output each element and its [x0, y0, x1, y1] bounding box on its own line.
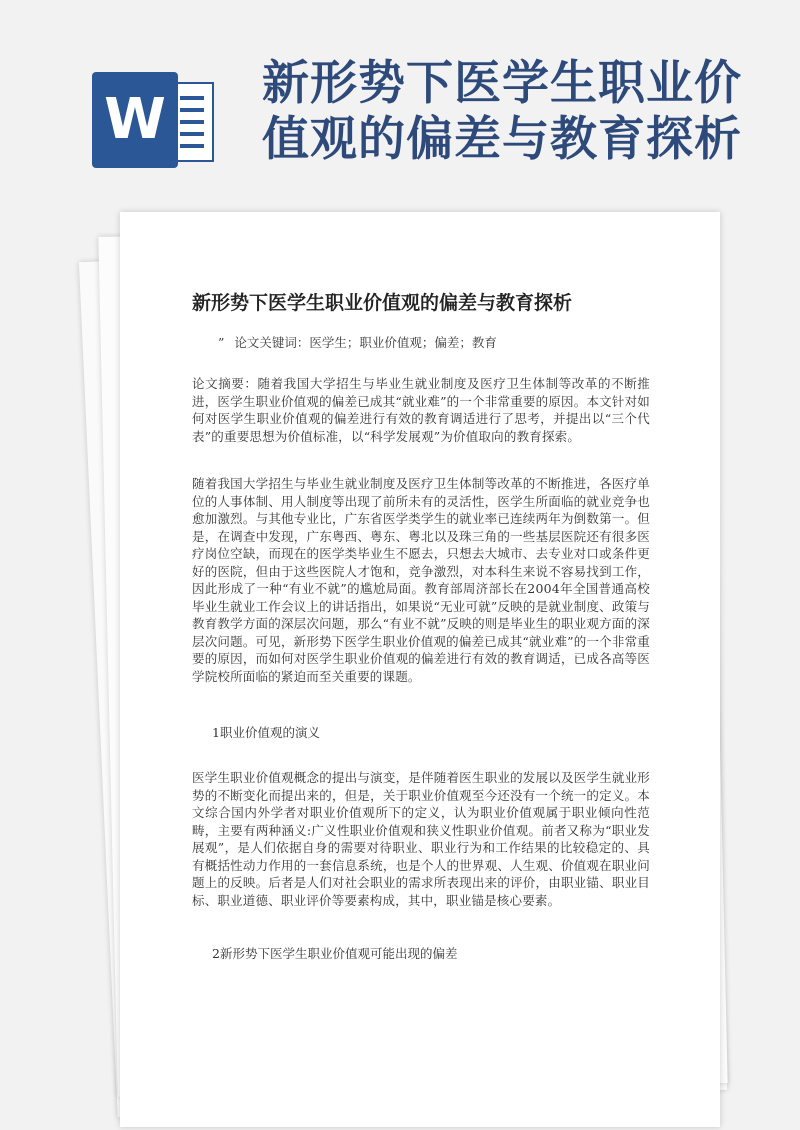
page-title: 新形势下医学生职业价值观的偏差与教育探析: [262, 56, 742, 167]
keywords-text: 论文关键词：医学生；职业价值观；偏差；教育: [234, 335, 497, 350]
document-title: 新形势下医学生职业价值观的偏差与教育探析: [192, 292, 573, 314]
body-paragraph: 医学生职业价值观概念的提出与演变，是伴随着医生职业的发展以及医学生就业形势的不断变化而提出来的，但是，关于职业价值观至今还没有一个统一的定义。本文综合国内外学者对职业价值观所下的定义，认为职业价值观属于职业倾向性范畴，主要有两种涵义:广义性职业价值观和狭义性职业价值观。前者又称为“职业发展观”，是人们依据自身的需要对待职业、职业行为和工作结果的比较稳定的、具有概括性动力作用的一套信息系统，也是个人的世界观、人生观、价值观在职业问题上的反映。后者是人们对社会职业的需求所表现出来的评价，由职业锚、职业目标、职业道德、职业评价等要素构成，其中，职业锚是核心要素。: [192, 770, 650, 908]
word-icon: W: [92, 72, 178, 168]
keywords-line: [218, 333, 497, 351]
keywords-mark: ”: [218, 335, 225, 350]
word-app-icon: [92, 72, 222, 168]
section-heading: 1职业价值观的演义: [212, 725, 320, 740]
abstract-paragraph: 论文摘要：随着我国大学招生与毕业生就业制度及医疗卫生体制等改革的不断推进，医学生职业价值观的偏差已成其“就业难”的一个非常重要的原因。本文针对如何对医学生职业价值观的偏差进行有效的教育调适进行了思考，并提出以“三个代表”的重要思想为价值标准，以“科学发展观”为价值取向的教育探索。: [192, 376, 650, 444]
body-paragraph: 随着我国大学招生与毕业生就业制度及医疗卫生体制等改革的不断推进，各医疗单位的人事体制、用人制度等出现了前所未有的灵活性，医学生所面临的就业竞争也愈加激烈。与其他专业比，广东省医学类学生的就业率已连续两年为倒数第一。但是，在调查中发现，广东粤西、粤东、粤北以及珠三角的一些基层医院还有很多医疗岗位空缺，而现在的医学类毕业生不愿去，只想去大城市、去专业对口或条件更好的医院，但由于这些医院人才饱和，竞争激烈，对本科生来说不容易找到工作，因此形成了一种“有业不就”的尴尬局面。教育部周济部长在2004年全国普通高校毕业生就业工作会议上的讲话指出，如果说“无业可就”反映的是就业制度、政策与教育教学方面的深层次问题，那么“有业不就”反映的则是毕业生的职业观方面的深层次问题。可见，新形势下医学生职业价值观的偏差已成其“就业难”的一个非常重要的原因，而如何对医学生职业价值观的偏差进行有效的教育调适，已成各高等医学院校所面临的紧迫而至关重要的课题。: [192, 476, 650, 684]
section-heading: 2新形势下医学生职业价值观可能出现的偏差: [212, 946, 458, 961]
document-page: [120, 212, 720, 1127]
